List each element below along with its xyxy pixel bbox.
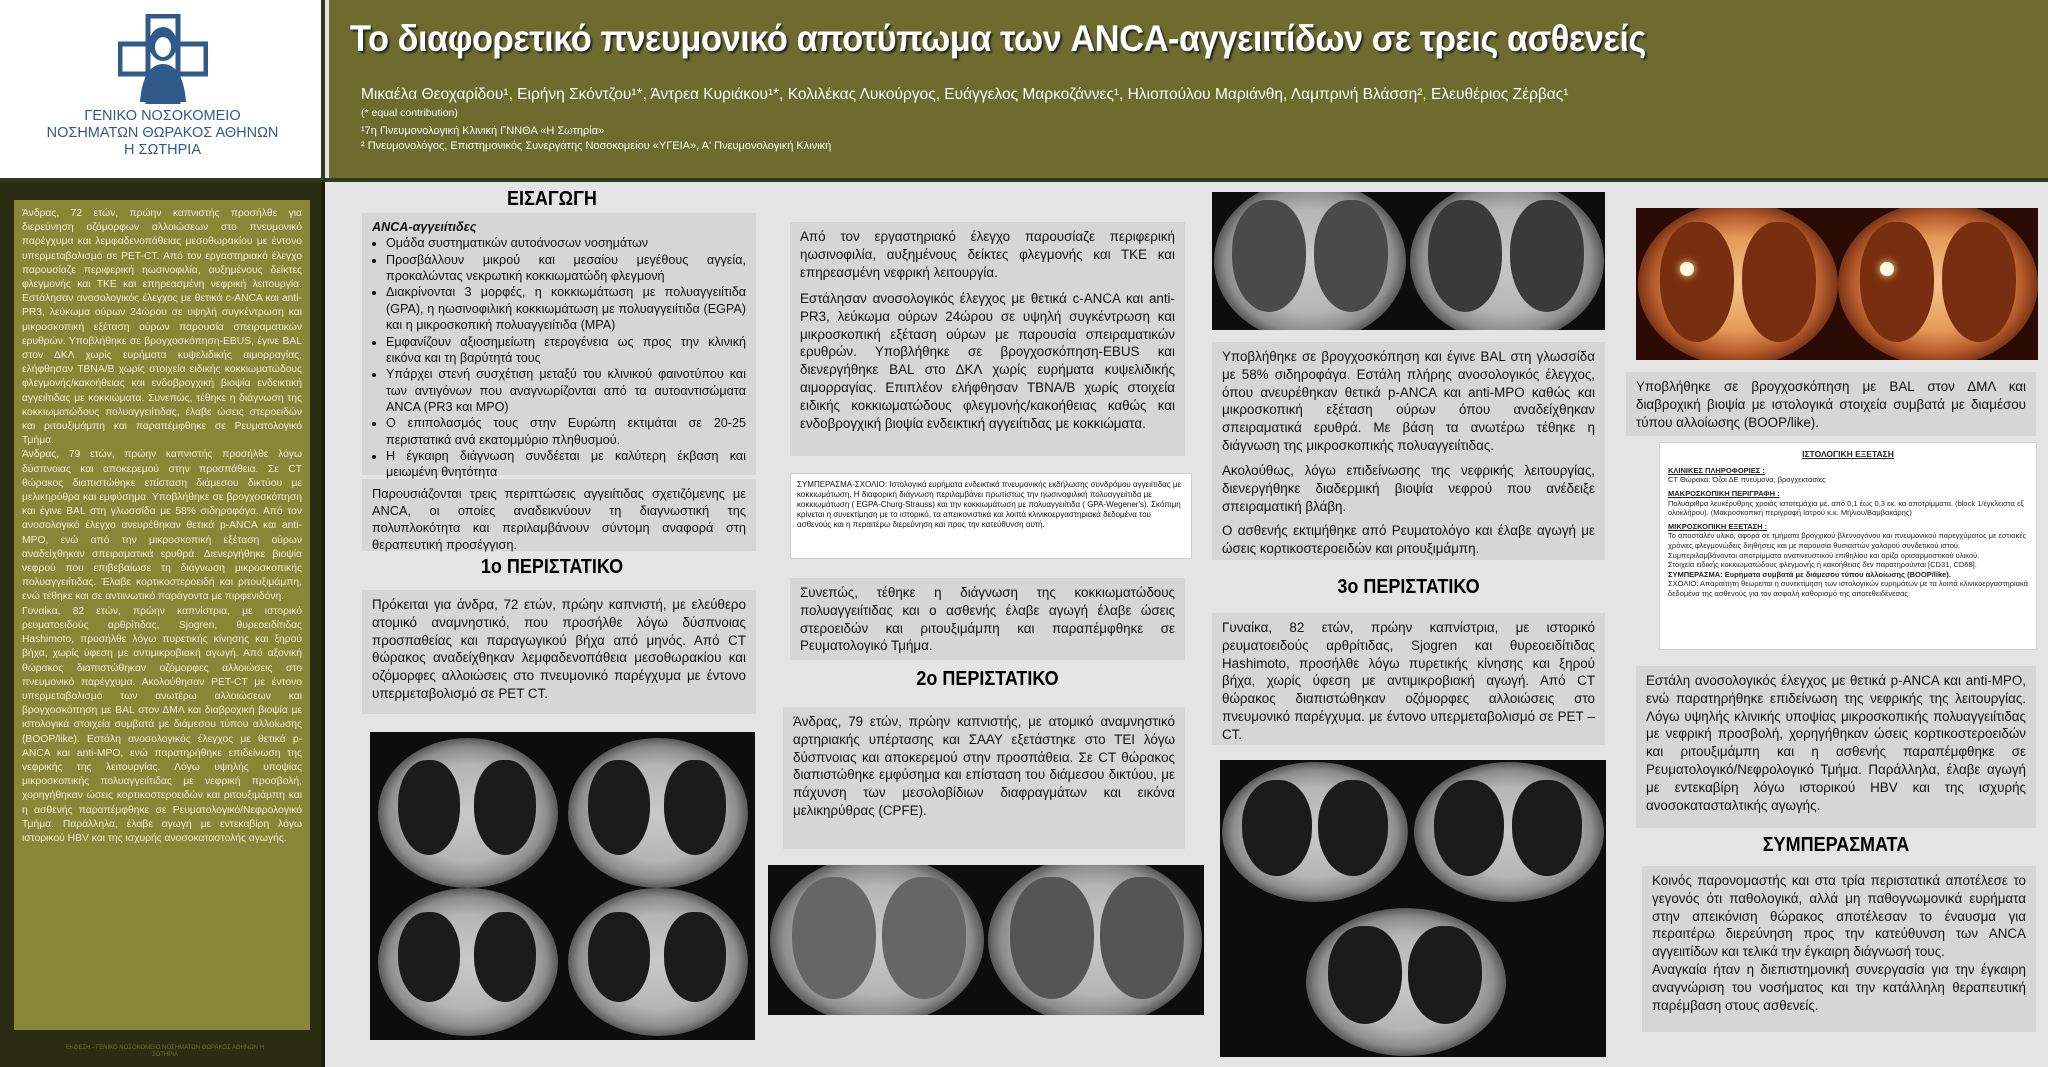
- histology-h3: ΜΙΚΡΟΣΚΟΠΙΚΗ ΕΞΕΤΑΣΗ :: [1668, 521, 1768, 531]
- histology-comment: ΣΥΜΠΕΡΑΣΜΑ-ΣΧΟΛΙΟ: Ιστολογικά ευρήματα ενδεικτικά πνευμονικής εκδήλωσης συνδρόμου αγγειίτιδας με κοκκιωμάτωση. Η διαφορική διάγνωση περιλαμβάνει πρωτίστως την ηωσινοφιλική πολυαγγειίτιδα με κοκκιωμάτωση ( EGPA-Churg-Strauss) και την κοκκιωμάτωση με πολυαγγειίτιδα ( GPA-Wegener's). Σκόπιμη κρίνεται η συνεκτίμηση με το ιστορικό, τα απεικονιστικά και λοιπά κλινικοεργαστηριακά δεδομένα του ασθενούς και η περαιτέρω διερεύνηση και προς την κατεύθυνση αυτή.: [790, 473, 1192, 559]
- conclusions-p2: Αναγκαία ήταν η διεπιστημονική συνεργασία για την έγκαιρη αναγνώριση του νοσήματος και την κατάλληλη θεραπευτική παρέμβαση στους ασθενείς.: [1652, 962, 2026, 1013]
- histology-h1: ΚΛΙΝΙΚΕΣ ΠΛΗΡΟΦΟΡΙΕΣ :: [1668, 465, 1765, 475]
- histology-report: [1659, 442, 2037, 650]
- case3-ct-images: [1220, 760, 1606, 1057]
- abstract-text: [22, 207, 302, 846]
- case2-text: Άνδρας, 79 ετών, πρώην καπνιστής, με ατομικό αναμνηστικό αρτηριακής υπέρτασης και ΣΑΑΥ εξετάστηκε στο ΤΕΙ λόγω δύσπνοιας και αποκερεμού στην προσπάθεια. Σε CT θώρακος διαπιστώθηκε εμφύσημα και επίσταση του διάμεσου δικτύου, με πάχυνση των μεσολοβίδιων διαφραγμάτων και εικόνα μελικηρύθρας (CPFE).: [783, 707, 1185, 849]
- hospital-name-line2: ΝΟΣΗΜΑΤΩΝ ΘΩΡΑΚΟΣ ΑΘΗΝΩΝ: [46, 125, 279, 142]
- equal-contribution-note: (* equal contribution): [361, 107, 458, 119]
- case3-pet-images: [1636, 208, 2038, 360]
- intro-bullet: • Ο επιπολασμός τους στην Ευρώπη εκτιμάται σε 20-25 περιστατικά ανά εκατομμύριο πληθυσμού.: [386, 415, 746, 448]
- intro-bullet: • Εμφανίζουν αξιοσημείωτη ετερογένεια ως προς την κλινική εικόνα και τη βαρύτητά τους: [386, 334, 746, 367]
- intro-bullet: • Η έγκαιρη διάγνωση συνδέεται με καλύτερη έκβαση και μειωμένη θνητότητα: [386, 448, 746, 481]
- histology-t2: Πολυάριθμα λευκέρυθρης χροιάς ιστοτεμάχια μέ. από 0,1 έως 0,3 εκ. κα αποτρίμματα. (block 1/έγκλειστα εξ ολοκλήρου). (Μακροσκοπική περιγραφή Ιατρού κ.κ. Μήλιου/Βαμβακάρης): [1668, 498, 2024, 518]
- histology-t4: Στοιχεία ειδικής κοκκιωματώδους φλεγμονής ή κακοήθειας δεν παρατηρούνται [CD31, CD68].: [1668, 560, 1977, 570]
- conclusions-p1: Κοινός παρονομαστής και στα τρία περιστατικά αποτέλεσε το γεγονός ότι παθολογικά, αλλά μη παθογνωμονικά ευρήματα στην απεικόνιση θώρακος αποτέλεσαν το έναυσμα για περαιτέρω διερεύνηση προς την κατεύθυνση των ANCA αγγειιτίδων και τελικά την έγκαιρη διάγνωσή τους.: [1652, 873, 2026, 960]
- conclusions-box: [1642, 866, 2036, 1032]
- case1-conclusion: Συνεπώς, τέθηκε η διάγνωση της κοκκιωματώδους πολυαγγειίτιδας και ο ασθενής έλαβε αγωγή έλαβε ώσεις στεροειδών και ριτουξιμάμπη και παραπέμφθηκε σε Ρευματολογικό Τμήμα.: [790, 578, 1185, 660]
- hospital-name-line3: Η ΣΩΤΗΡΙΑ: [123, 142, 201, 159]
- histology-h2: ΜΑΚΡΟΣΚΟΠΙΚΗ ΠΕΡΙΓΡΑΦΗ :: [1668, 489, 1780, 499]
- authors-line: Μικαέλα Θεοχαρίδου¹, Ειρήνη Σκόντζου¹*, Άντρεα Κυριάκου¹*, Κολιλέκας Λυκούργος, Ευάγγελος Μαρκοζάννες¹, Ηλιοπούλου Μαριάνθη, Λαμπρινή Βλάσση², Ελευθέριος Ζέρβας¹: [361, 86, 1569, 103]
- affiliation-2: ² Πνευμονολόγος, Επιστημονικός Συνεργάτης Νοσοκομείου «ΥΓΕΙΑ», Α' Πνευμονολογική Κλινική: [361, 140, 832, 152]
- poster-title: Το διαφορετικό πνευμονικό αποτύπωμα των ANCA-αγγειιτίδων σε τρεις ασθενείς: [350, 18, 1646, 59]
- abstract-case3: Γυναίκα, 82 ετών, πρώην καπνίστρια, με ιστορικό ρευματοειδούς αρθρίτιδας, Sjogren, θυρεοειδίτιδας Hashimoto, προσήλθε λόγω πυρετικής κίνησης και ξηρού βήχα, χωρίς ύφεση με αντιμικροβιακή αγωγή. Από αξονική θώρακος διαπιστώθηκαν οζόμορφες αλλοιώσεις στο πνευμονικό παρέγχυμα. Ακολούθησαν PET-CT με έντονο υπερμεταβολισμό των ανωτέρω αλλοιώσεων και βρογχοσκόπηση με BAL στον ΔΜΛ και διαβροχική βιοψία με ιστολογικά στοιχεία συμβατά με διάμεσου τύπου αλλοίωσης (BOOP/like). Εστάλη ανοσολογικός έλεγχος με θετικά p-ANCA και anti-MPO, ενώ παρατηρήθηκε επιδείνωση της νεφρικής της λειτουργίας. Λόγω υψηλής υποψίας μικροσκοπικής πολυαγγειίτιδας με νεφρική προσβολή, χορηγήθηκαν ώσεις κορτικοστεροειδών και ριτουξιμάμπη και η ασθενής παραπέμφθηκε σε Ρευματολογικό/Νεφρολογικό Τμήμα. Παράλληλα, έλαβε αγωγή με εντεκαβίρη λόγω ιστορικού HBV και της ισχυρής ανοσοκαταστολής αγωγής.: [22, 605, 302, 844]
- hospital-name: [0, 108, 325, 159]
- hospital-name-line1: ΓΕΝΙΚΟ ΝΟΣΟΚΟΜΕΙΟ: [84, 108, 241, 124]
- conclusions-heading: ΣΥΜΠΕΡΑΣΜΑΤΑ: [1762, 834, 1910, 856]
- case2-heading: 2ο ΠΕΡΙΣΤΑΤΙΚΟ: [916, 668, 1059, 690]
- case3-text: Γυναίκα, 82 ετών, πρώην καπνίστρια, με ιστορικό ρευματοειδούς αρθρίτιδας, Sjogren και θυρεοειδίτιδας Hashimoto, προσήλθε λόγω πυρετικής κίνησης και ξηρού βήχα, χωρίς ύφεση με αντιμικροβιακή αγωγή. Από CT θώρακος διαπιστώθηκαν οζόμορφες αλλοιώσεις στο πνευμονικό παρέγχυμα. με έντονο υπερμεταβολισμό σε PET – CT.: [1212, 613, 1605, 745]
- case3-bal: Υποβλήθηκε σε βρογχοσκόπηση με BAL στον ΔΜΛ και διαβροχική βιοψία με ιστολογικά στοιχεία συμβατά με διαμέσου τύπου αλλοίωσης (BOOP/like).: [1626, 372, 2036, 436]
- case1-heading: 1ο ΠΕΡΙΣΤΑΤΙΚΟ: [480, 556, 624, 578]
- histology-t5: ΣΥΜΠΕΡΑΣΜΑ: Ευρήματα συμβατά με διάμεσου τύπου αλλοίωσης (BOOP/like).: [1668, 569, 1951, 579]
- case3-heading: 3ο ΠΕΡΙΣΤΑΤΙΚΟ: [1337, 576, 1480, 598]
- hospital-logo-panel: [0, 0, 325, 178]
- intro-bullet: • Διακρίνονται 3 μορφές, η κοκκιωμάτωση με πολυαγγειίτιδα (GPA), η ηωσινοφιλική κοκκιωμάτωση με πολυαγγειίτιδα (EGPA) και η μικροσκοπική πολυαγγειίτιδα (MPA): [386, 284, 746, 333]
- case2-ct-top: [1212, 192, 1605, 330]
- case2-treatment: Ο ασθενής εκτιμήθηκε από Ρευματολόγο και έλαβε αγωγή με ώσεις κορτικοστεροειδών και ριτουξιμάμπη.: [1212, 516, 1605, 560]
- intro-box: [362, 213, 756, 480]
- intro-bullet: • Προσβάλλουν μικρού και μεσαίου μεγέθους αγγεία, προκαλώντας νεκρωτική κοκκιωματώδη φλεγμονή: [386, 252, 746, 285]
- case1-text: Πρόκειται για άνδρα, 72 ετών, πρώην καπνιστή, με ελεύθερο ατομικό αναμνηστικό, που προσήλθε λόγω δύσπνοιας προσπαθείας και παραγωγικού βήχα από μηνός. Από CT θώρακος αναδείχθηκαν λεμφαδενοπάθεια μεσοθωρακίου και οζόμορφες αλλοιώσεις στο πνευμονικό παρέγχυμα με έντονο υπερμεταβολισμό σε PET CT.: [362, 590, 756, 714]
- abstract-case1: Άνδρας, 72 ετών, πρώην καπνιστής προσήλθε για διερεύνηση οζόμορφων αλλοιώσεων στο πνευμονικό παρέγχυμα και λεμφαδενοπάθειας μεσοθωρακίου με έντονο υπερμεταβολισμό σε PET-CT. Από τον εργαστηριακό έλεγχο παρουσίαζε περιφερική ηωσινοφιλία, αυξημένους δείκτες φλεγμονής και ΤΚΕ και επηρεασμένη νεφρική λειτουργία. Εστάλησαν ανοσολογικός έλεγχος με θετικά c-ANCA και anti-PR3, λεύκωμα ούρων 24ώρου σε υψηλή συγκέντρωση και μικροσκοπική εξέταση ούρων παρουσία σπειραματικών ερυθρών. Υποβλήθηκε σε βρογχοσκόπηση-EBUS, έγινε BAL στον ΔΚΛ χωρίς ευρήματα κυψελιδικής αιμορραγίας, ελήφθησαν TBNA/B χωρίς στοιχεία ειδικής κοκκιωματώδους φλεγμονής/κακοήθειας και ενδοβρογχική βιοψία ενδεικτική αγγειίτιδας με κοκκιώματα. Συνεπώς, τέθηκε η διάγνωση της κοκκιωματώδους πολυαγγειίτιδας, έλαβε ώσεις στεροειδών και ριτουξιμάμπη και παραπέμφθηκε σε Ρευματολογικό Τμήμα.: [22, 208, 302, 447]
- intro-heading: ΕΙΣΑΓΩΓΗ: [507, 188, 597, 210]
- left-footer-note: ΕΚΘΕΣΗ - ΓΕΝΙΚΟ ΝΟΣΟΚΟΜΕΙΟ ΝΟΣΗΜΑΤΩΝ ΘΩΡΑΚΟΣ ΑΘΗΝΩΝ Η ΣΩΤΗΡΙΑ: [65, 1045, 265, 1059]
- intro-bullets: [372, 235, 746, 480]
- histology-t3: Το αποσταλέν υλικό, αφορά σε τμήματα βρογχικού βλεννογόνου και πνευμονικού παρεγχύματος με εστιακές χρόνιες φλεγμονώδεις διηθήσεις και με παρουσία θυσιαστών χαλαρού συνδετικού ιστού. Συμπεριλαμβάνονται αποτρίμματα ανατινευστικού επιθηλίου και ορίζα ορισαρμοστικού υλικού.: [1668, 531, 2027, 560]
- intro-subtitle: ANCA-αγγειίτιδες: [372, 220, 477, 234]
- case3-immuno: Εστάλη ανοσολογικός έλεγχος με θετικά p-ANCA και anti-MPO, ενώ παρατηρήθηκε επιδείνωση της νεφρικής της λειτουργίας. Λόγω υψηλής κλινικής υποψίας μικροσκοπικής πολυαγγειίτιδας με νεφρική προσβολή, χορηγήθηκαν ώσεις κορτικοστεροειδών και ριτουξιμάμπη και η ασθενής παραπέμφθηκε σε Ρευματολογικό/Νεφρολογικό Τμήμα. Παράλληλα, έλαβε αγωγή με εντεκαβίρη λόγω ιστορικού HBV και της ισχυρής ανοσοκατασταλτικής αγωγής.: [1636, 666, 2036, 828]
- case1-tests: Εστάλησαν ανοσολογικός έλεγχος με θετικά c-ANCA και anti-PR3, λεύκωμα ούρων 24ώρου σε υψηλή συγκέντρωση και μικροσκοπική εξέταση ούρων με παρουσία σπειραματικών ερυθρών. Υποβλήθηκε σε βρογχοσκόπηση-EBUS και διενεργήθηκε BAL στο ΔΚΛ χωρίς ευρήματα κυψελιδικής αιμορραγίας. Επιπλέον ελήφθησαν TBNA/B χωρίς στοιχεία ειδικής κοκκιωματώδους φλεγμονής/κακοήθειας καθώς και ενδοβρογχική βιοψία ενδεικτική αγγειίτιδας με κοκκιώματα.: [790, 284, 1185, 456]
- intro-bullet: • Υπάρχει στενή συσχέτιση μεταξύ του κλινικού φαινοτύπου και των αντιγόνων που αναγνωρίζονται από τα αυτοαντισώματα ANCA (PR3 και MPO): [386, 366, 746, 415]
- intro-closing: Παρουσιάζονται τρεις περιπτώσεις αγγειίτιδας σχετιζόμενης με ANCA, οι οποίες αναδεικνύουν τη διαγνωστική της πολυπλοκότητα και περιλαμβάνουν σύντομη αναφορά στη θεραπευτική προσέγγιση.: [362, 479, 756, 551]
- hospital-logo-icon: [118, 14, 208, 104]
- case2-bal: Υποβλήθηκε σε βρογχοσκόπηση και έγινε BAL στη γλωσσίδα με 58% σιδηροφάγα. Εστάλη πλήρης ανοσολογικός έλεγχος, όπου ανευρέθηκαν θετικά p-ANCA και anti-MPO καθώς και μικροσκοπική εξέταση ούρων όπου αναδείχθηκαν σπειραματικά ερυθρά. Με βάση τα ανωτέρω τέθηκε η διάγνωση της μικροσκοπικής πολυαγγειίτιδας.: [1212, 342, 1605, 464]
- histology-t1: CT Θώρακα: Όζοι ΔΕ πνεύμονα, βρογχεκτασίες: [1668, 475, 1826, 485]
- case2-renal: Ακολούθως, λόγω επιδείνωσης της νεφρικής λειτουργίας, διενεργήθηκε διαδερμική βιοψία νεφρού που ανέδειξε σπειραματική βλάβη.: [1212, 456, 1605, 516]
- intro-bullet: • Ομάδα συστηματικών αυτοάνοσων νοσημάτων: [386, 235, 746, 251]
- case1-lab: Από τον εργαστηριακό έλεγχο παρουσίαζε περιφερική ηωσινοφιλία, αυξημένους δείκτες φλεγμονής και ΤΚΕ και επηρεασμένη νεφρική λειτουργία.: [790, 222, 1185, 290]
- abstract-case2: Άνδρας, 79 ετών, πρώην καπνιστής προσήλθε λόγω δύσπνοιας και αποκερεμού στην προσπάθεια. Σε CT θώρακος διαπιστώθηκε επίσταση διάμεσου δικτύου με μελικηρύθρα και εμφύσημα. Υποβλήθηκε σε βρογχοσκόπηση και έγινε BAL στη γλωσσίδα με 58% σιδηροφάγα. Από τον ανοσολογικό έλεγχο ανευρέθηκαν θετικά p-ANCA και anti-MPO, ενώ από την μικροσκοπική εξέταση ούρων αναδείχθηκαν σπειραματικά ερυθρά. Διενεργήθηκε βιοψία νεφρού που επιβεβαίωσε τη διάγνωση μικροσκοπικής πολυαγγειίτιδας. Έλαβε κορτικοστεροειδή και ριτουξιμάμπη, ενώ τέθηκε και σε αντιινωτικό παράγοντα με πιρφενιδόνη.: [22, 449, 302, 603]
- case2-ct-images: [768, 865, 1204, 1015]
- affiliation-1: ¹7η Πνευμονολογική Κλινική ΓΝΝΘΑ «Η Σωτηρία»: [361, 125, 605, 137]
- histology-t6: ΣΧΟΛΙΟ: Απαραίτητη θεωρείται η συνεκτίμηση των ιστολογικών ευρημάτων με τα λοιπά κλινικοεργαστηριακά δεδομένα της ασθενούς για τον ασφαλή καθορισμό της αποτεθειδένεσας.: [1668, 579, 2028, 598]
- case1-ct-images: [370, 732, 755, 1040]
- histology-title: ΙΣΤΟΛΟΓΙΚΗ ΕΞΕΤΑΣΗ: [1802, 449, 1894, 459]
